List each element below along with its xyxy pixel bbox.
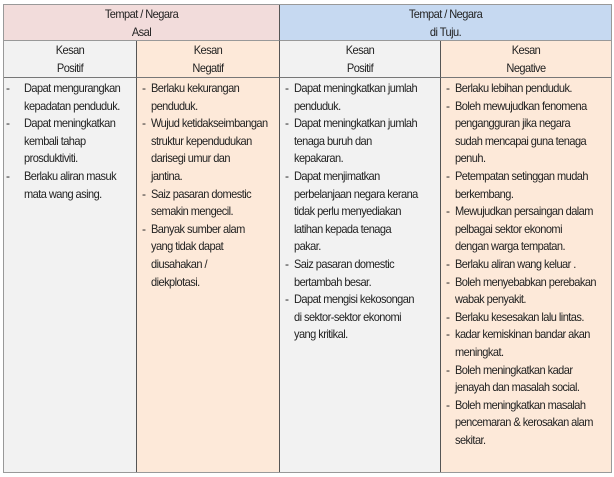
list-item — [137, 186, 279, 221]
list-item-line: Saiz pasaran domestic — [294, 256, 395, 271]
list-item-line: yang tidak dapat — [151, 239, 224, 254]
list-item — [441, 326, 611, 361]
subheader-text: Kesan — [55, 43, 85, 57]
bullet-dash: - — [446, 168, 450, 183]
subheader-text: Negative — [506, 60, 546, 75]
bullet-dash: - — [446, 327, 450, 342]
subheader-text: Positif — [56, 60, 84, 75]
bullet-dash: - — [446, 274, 450, 289]
list-item-line: Mewujudkan persaingan dalam — [455, 204, 593, 219]
subheader-text: Kesan — [193, 43, 223, 57]
list-item-line: Banyak sumber alam — [151, 221, 245, 236]
list-item-line: Saiz pasaran domestic — [151, 186, 252, 201]
bullet-dash: - — [285, 116, 289, 131]
list-item-line: perbelanjaan negara kerana — [294, 186, 418, 201]
list-item-line: Dapat mengurangkan — [24, 81, 121, 95]
list-item-line: di sektor-sektor ekonomi — [294, 309, 402, 324]
list-item — [137, 221, 279, 291]
bullet-dash: - — [446, 98, 450, 113]
list-item-line: tenaga buruh dan — [294, 133, 372, 148]
bullet-dash: - — [142, 81, 146, 95]
list-item-line: berkembang. — [455, 186, 514, 201]
list-item-line: pelbagai sektor ekonomi — [455, 221, 562, 236]
list-item — [441, 256, 611, 274]
subheader-dest-negative — [441, 41, 611, 78]
list-item — [441, 274, 611, 309]
list-item-line: tidak perlu menyediakan — [294, 204, 401, 219]
bullet-dash: - — [446, 204, 450, 219]
list-item-line: dengan warga tempatan. — [455, 239, 565, 254]
bullet-dash: - — [6, 116, 10, 131]
list-item — [441, 309, 611, 327]
list-item-line: Boleh menyebabkan perebakan — [455, 274, 597, 289]
list-item-line: Boleh meningkatkan kadar — [455, 362, 573, 377]
list-item-line: diusahakan / — [151, 256, 207, 271]
list-item-line: Berlaku lebihan penduduk. — [455, 81, 572, 95]
list-item-line: Dapat mengisi kekosongan — [294, 292, 414, 307]
list-item-line: struktur kependudukan — [151, 133, 252, 148]
list-item-line: Dapat meningkatkan jumlah — [294, 81, 418, 95]
list-item-line: pengangguran jika negara — [455, 116, 571, 131]
bullet-dash: - — [6, 168, 10, 183]
list-item — [280, 168, 440, 256]
list-item-line: penduduk. — [151, 98, 198, 113]
list-item-line: sudah mencapai guna tenaga — [455, 133, 587, 148]
list-item-line: kepadatan penduduk. — [24, 98, 120, 113]
bullet-dash: - — [142, 221, 146, 236]
list-item-line: Dapat meningkatkan — [24, 116, 116, 131]
subheader-origin-negative — [137, 41, 280, 78]
bullet-dash: - — [285, 256, 289, 271]
list-item-line: kadar kemiskinan bandar akan — [455, 327, 590, 342]
list-item-line: jenayah dan masalah social. — [455, 380, 580, 395]
list-item-line: prosduktiviti. — [24, 151, 78, 166]
impact-table — [3, 4, 612, 473]
subheader-text: Kesan — [345, 43, 375, 57]
list-item-line: darisegi umur dan — [151, 151, 230, 166]
list-item-line: Berlaku aliran wang keluar . — [455, 256, 576, 271]
bullet-dash: - — [446, 362, 450, 377]
list-item-line: pakar. — [294, 239, 321, 254]
header-origin — [4, 5, 280, 41]
header-text: Tempat / Negara — [408, 7, 483, 21]
subheader-dest-positive — [280, 41, 441, 78]
list-item-line: wabak penyakit. — [455, 292, 526, 307]
list-item — [441, 362, 611, 397]
bullet-dash: - — [285, 168, 289, 183]
list-item-line: Dapat meningkatkan jumlah — [294, 116, 418, 131]
list-item — [441, 203, 611, 256]
subheader-text: Negatif — [192, 60, 224, 75]
list-item — [137, 115, 279, 185]
list-item — [441, 397, 611, 450]
list-item-line: sekitar. — [455, 432, 486, 447]
bullet-dash: - — [285, 81, 289, 95]
header-text: di Tuju. — [429, 24, 462, 39]
bullet-dash: - — [446, 309, 450, 324]
list-item-line: Boleh meningkatkan masalah — [455, 397, 586, 412]
list-item-line: meningkat. — [455, 344, 504, 359]
bullet-dash: - — [142, 186, 146, 201]
list-item-line: yang kritikal. — [294, 327, 348, 342]
list-item-line: mata wang asing. — [24, 186, 102, 201]
list-item-line: Berlaku aliran masuk — [24, 168, 117, 183]
list-item-line: penuh. — [455, 151, 486, 166]
dest-positive-list — [280, 78, 441, 472]
header-destination — [280, 5, 611, 41]
origin-negative-list — [137, 78, 280, 472]
dest-negative-list — [441, 78, 611, 472]
subheader-origin-positive — [4, 41, 137, 78]
subheader-text: Kesan — [511, 43, 541, 57]
bullet-dash: - — [446, 256, 450, 271]
header-text: Tempat / Negara — [104, 7, 179, 21]
list-item — [4, 115, 136, 168]
header-text: Asal — [131, 24, 152, 39]
list-item — [137, 80, 279, 115]
list-item — [4, 80, 136, 115]
list-item-line: Wujud ketidakseimbangan — [151, 116, 268, 131]
list-item-line: kembali tahap — [24, 133, 86, 148]
bullet-dash: - — [446, 397, 450, 412]
bullet-dash: - — [285, 292, 289, 307]
list-item-line: kepakaran. — [294, 151, 344, 166]
list-item-line: Berlaku kesesakan lalu lintas. — [455, 309, 584, 324]
list-item-line: pencemaran & kerosakan alam — [455, 415, 593, 430]
list-item — [441, 168, 611, 203]
bullet-dash: - — [446, 81, 450, 95]
bullet-dash: - — [6, 81, 10, 95]
list-item — [280, 115, 440, 168]
list-item — [280, 291, 440, 344]
list-item-line: diekplotasi. — [151, 274, 200, 289]
subheader-text: Positif — [346, 60, 374, 75]
list-item-line: Dapat menjimatkan — [294, 168, 380, 183]
list-item-line: bertambah besar. — [294, 274, 372, 289]
list-item-line: Boleh mewujudkan fenomena — [455, 98, 587, 113]
list-item — [441, 80, 611, 98]
list-item — [280, 256, 440, 291]
list-item — [4, 168, 136, 203]
list-item-line: penduduk. — [294, 98, 341, 113]
list-item — [441, 98, 611, 168]
list-item-line: Petempatan setinggan mudah — [455, 168, 588, 183]
list-item-line: jantina. — [151, 168, 183, 183]
list-item-line: semakin mengecil. — [151, 204, 234, 219]
bullet-dash: - — [142, 116, 146, 131]
origin-positive-list — [4, 78, 137, 472]
list-item-line: Berlaku kekurangan — [151, 81, 240, 95]
list-item — [280, 80, 440, 115]
list-item-line: latihan kepada tenaga — [294, 221, 392, 236]
